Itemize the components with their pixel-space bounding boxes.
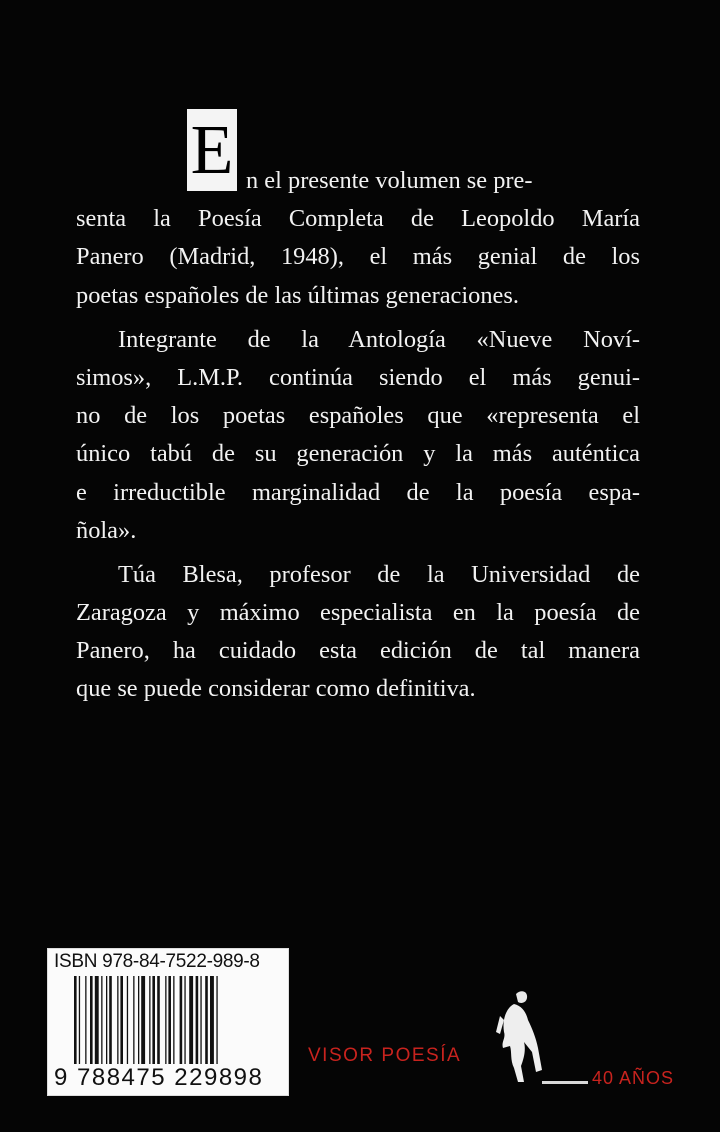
ean-number: 9 788475 229898: [54, 1064, 264, 1091]
blurb-line: ñola».: [76, 516, 137, 544]
blurb-line: Integrante de la Antología «Nueve Noví-: [118, 325, 640, 353]
blurb-line: n el presente volumen se pre-: [246, 167, 533, 194]
blurb-line: Zaragoza y máximo especialista en la poesía de: [76, 599, 640, 627]
drop-cap-letter: E: [187, 109, 237, 191]
blurb-line: e irreductible marginalidad de la poesía espa-: [76, 478, 640, 506]
barcode-bars-icon: [74, 976, 274, 1064]
isbn-barcode: [47, 948, 289, 1096]
blurb-line: no de los poetas españoles que «representa el: [76, 402, 640, 430]
blurb-line: poetas españoles de las últimas generaciones.: [76, 281, 519, 309]
blurb-line: que se puede considerar como definitiva.: [76, 675, 476, 703]
blurb-line: senta la Poesía Completa de Leopoldo María: [76, 205, 640, 233]
blurb-line: Panero, ha cuidado esta edición de tal manera: [76, 637, 640, 665]
collection-name: VISOR POESÍA: [308, 1045, 462, 1066]
isbn-number: ISBN 978-84-7522-989-8: [54, 951, 260, 972]
blurb-text: [76, 106, 640, 709]
blurb-line: Panero (Madrid, 1948), el más genial de los: [76, 243, 640, 271]
blurb-line: Túa Blesa, profesor de la Universidad de: [118, 560, 640, 588]
blurb-line: único tabú de su generación y la más auténtica: [76, 440, 640, 468]
anniversary-label: 40 AÑOS: [592, 1068, 675, 1088]
walking-figure-logo-icon: [488, 986, 588, 1086]
first-line: [76, 112, 640, 200]
blurb-line: simos», L.M.P. continúa siendo el más genui-: [76, 363, 640, 391]
